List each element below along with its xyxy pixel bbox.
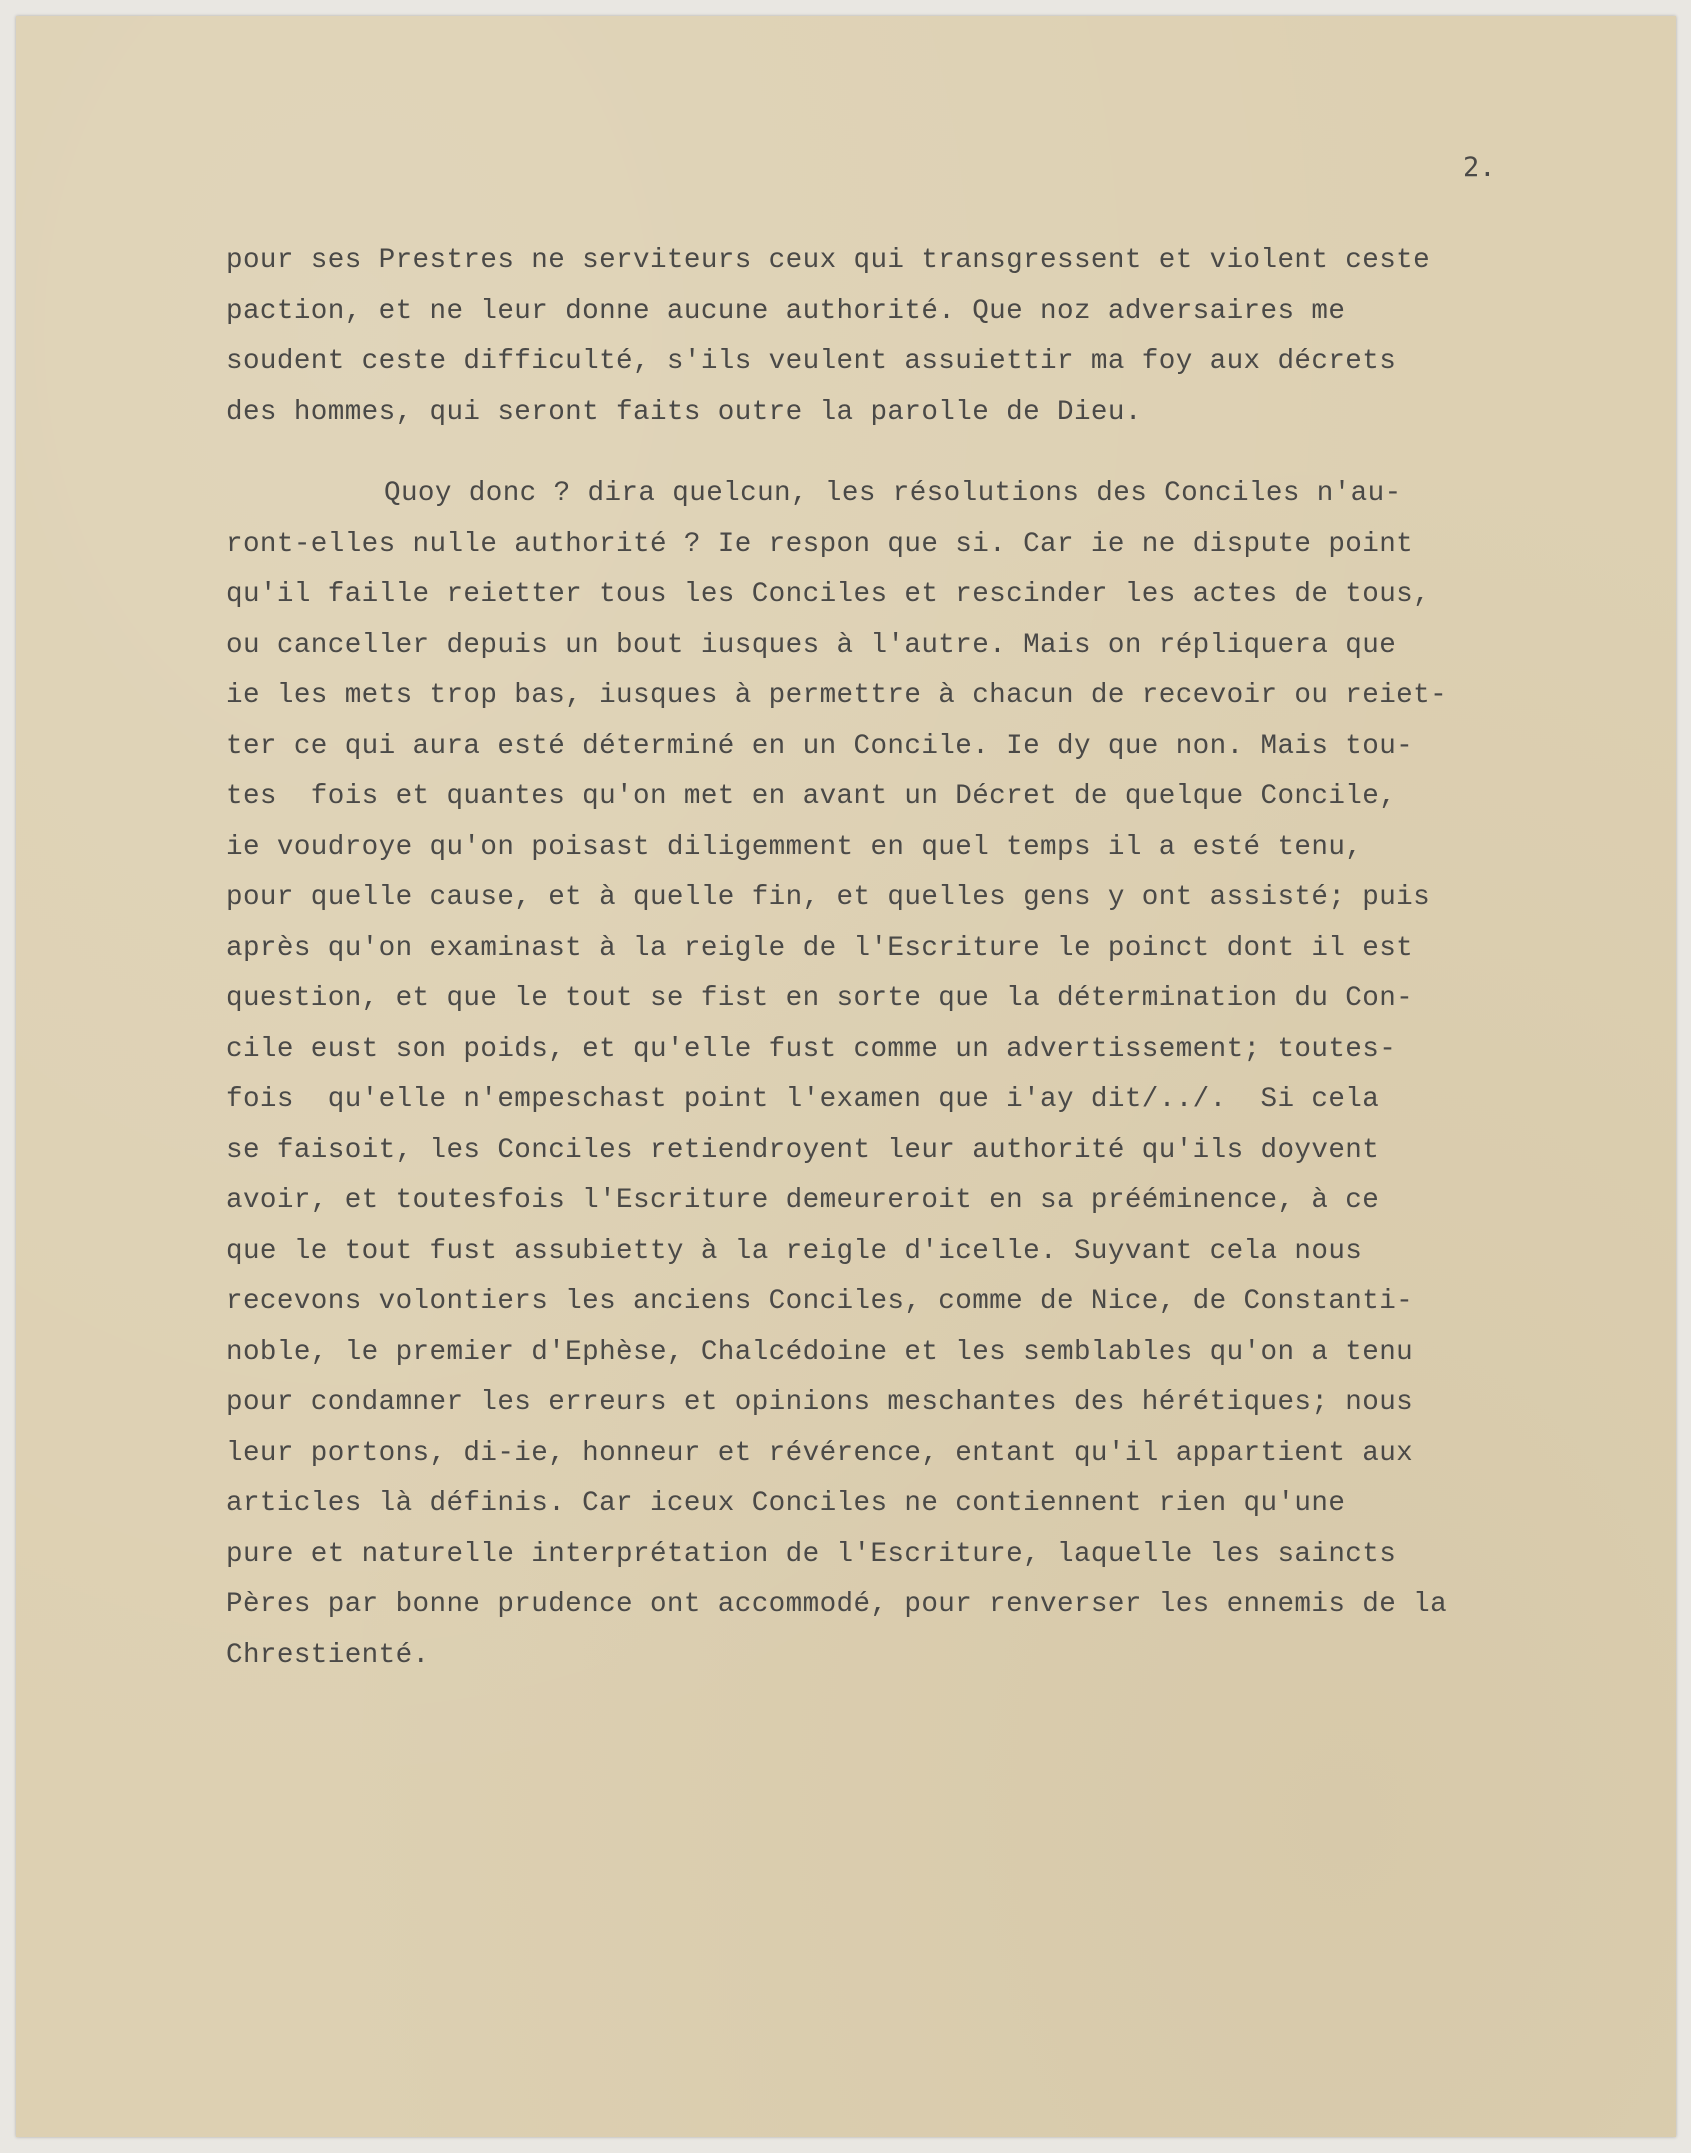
text-line: soudent ceste difficulté, s'ils veulent assuiettir ma foy aux décrets (226, 346, 1397, 377)
text-line: pour ses Prestres ne serviteurs ceux qui transgressent et violent ceste (226, 245, 1431, 276)
text-line: Quoy donc ? dira quelcun, les résolutions des Conciles n'au- (384, 478, 1402, 509)
text-line: articles là définis. Car iceux Conciles ne contiennent rien qu'une (226, 1488, 1346, 1519)
text-line: recevons volontiers les anciens Conciles, comme de Nice, de Constanti- (226, 1286, 1414, 1317)
text-line: noble, le premier d'Ephèse, Chalcédoine et les semblables qu'on a tenu (226, 1336, 1414, 1368)
text-line: des hommes, qui seront faits outre la parolle de Dieu. (226, 396, 1142, 428)
text-line: Chrestienté. (226, 1639, 430, 1671)
text-line: ront-elles nulle authorité ? Ie respon que si. Car ie ne dispute point (226, 528, 1414, 560)
text-line: qu'il faille reietter tous les Conciles et rescinder les actes de tous, (226, 579, 1431, 610)
page-body (226, 236, 1656, 1681)
text-line: pour condamner les erreurs et opinions meschantes des hérétiques; nous (226, 1387, 1414, 1418)
text-line: fois qu'elle n'empeschast point l'examen que i'ay dit/../. Si cela (226, 1084, 1380, 1115)
typewritten-page (16, 16, 1676, 2137)
text-line: ie voudroye qu'on poisast diligemment en quel temps il a esté tenu, (226, 831, 1363, 863)
text-line: que le tout fust assubietty à la reigle d'icelle. Suyvant cela nous (226, 1235, 1363, 1267)
text-line: tes fois et quantes qu'on met en avant un Décret de quelque Concile, (226, 781, 1397, 812)
text-line: paction, et ne leur donne aucune authorité. Que noz adversaires me (226, 295, 1346, 327)
text-line: ou canceller depuis un bout iusques à l'autre. Mais on répliquera que (226, 629, 1397, 661)
text-line: après qu'on examinast à la reigle de l'Escriture le poinct dont il est (226, 932, 1414, 964)
text-line: ter ce qui aura esté déterminé en un Concile. Ie dy que non. Mais tou- (226, 730, 1414, 762)
text-line: avoir, et toutesfois l'Escriture demeureroit en sa prééminence, à ce (226, 1185, 1380, 1216)
page-number: 2. (1463, 152, 1496, 183)
paragraph-1 (226, 236, 1656, 438)
paragraph-2 (226, 469, 1656, 1681)
text-line: se faisoit, les Conciles retiendroyent leur authorité qu'ils doyvent (226, 1134, 1380, 1166)
text-line: Pères par bonne prudence ont accommodé, pour renverser les ennemis de la (226, 1589, 1448, 1620)
text-line: question, et que le tout se fist en sorte que la détermination du Con- (226, 983, 1414, 1014)
text-line: pour quelle cause, et à quelle fin, et quelles gens y ont assisté; puis (226, 882, 1431, 913)
text-line: leur portons, di-ie, honneur et révérence, entant qu'il appartient aux (226, 1437, 1414, 1469)
text-line: ie les mets trop bas, iusques à permettre à chacun de recevoir ou reiet- (226, 680, 1448, 711)
text-line: pure et naturelle interprétation de l'Escriture, laquelle les saincts (226, 1538, 1397, 1570)
text-line: cile eust son poids, et qu'elle fust comme un advertissement; toutes- (226, 1033, 1397, 1065)
